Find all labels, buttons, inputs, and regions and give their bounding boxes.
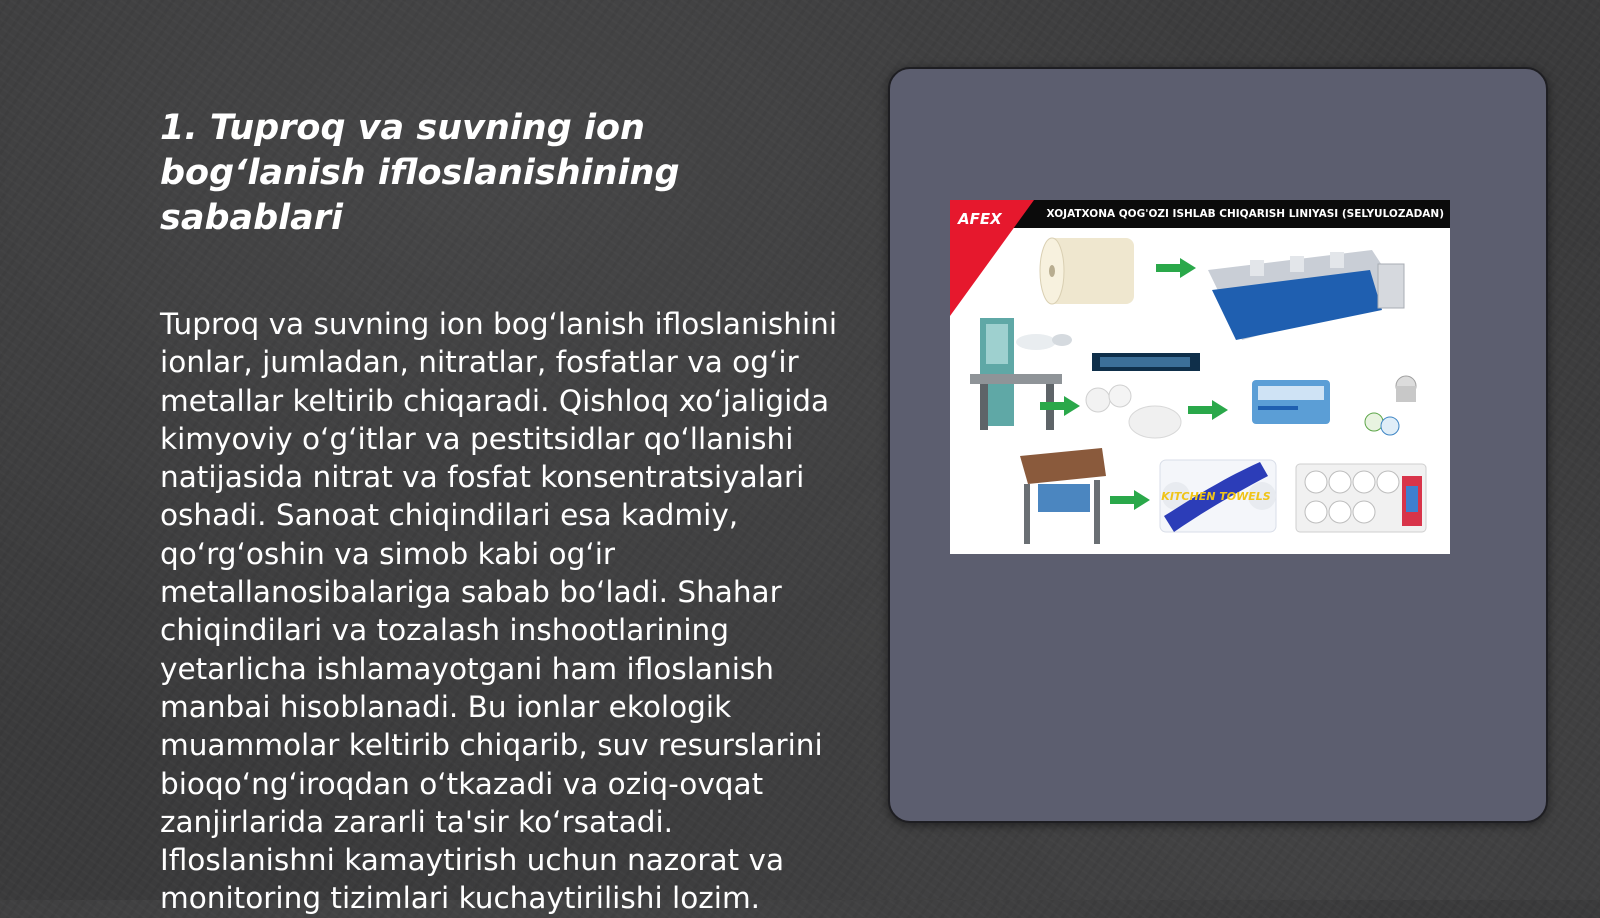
arrow-icon	[1110, 490, 1150, 510]
paper-roll-icon	[1040, 238, 1134, 304]
arrow-icon	[1188, 400, 1228, 420]
image-caption: XOJATXONA QOG'OZI ISHLAB CHIQARISH LINIYASI (SELYULOZADAN)	[1046, 208, 1444, 220]
packing-machine-icon	[1252, 376, 1416, 435]
kitchen-towels-package-icon	[1160, 460, 1276, 532]
band-saw-icon	[970, 318, 1072, 430]
toilet-paper-pack-icon	[1296, 464, 1426, 532]
slide-title: 1. Tuproq va suvning ion bog‘lanish ifloslanishining sabablari	[160, 108, 680, 238]
rewinder-machine-icon	[1208, 250, 1404, 340]
slide-body-text: Tuproq va suvning ion bog‘lanish ifloslanishini ionlar, jumladan, nitratlar, fosfatlar va og‘ir metallar keltirib chiqaradi. Qishloq xo‘jaligida kimyoviy o‘g‘itlar va pestitsidlar qo‘llanishi natijasida nitrat va fosfat konsentratsiyalari oshadi. Sanoat chiqindilari esa kadmiy, qo‘rg‘oshin va simob kabi og‘ir metallanosibalariga sabab bo‘ladi. Shahar chiqindilari va tozalash inshootlarining yetarlicha ishlamayotgani ham ifloslanish manbai hisoblanadi. Bu ionlar ekologik muammolar keltirib chiqarib, suv resurslarini bioqo‘ng‘iroqdan o‘tkazadi va oziq-ovqat zanjirlarida zararli ta'sir ko‘rsatadi. Ifloslanishni kamaytirish uchun nazorat va monitoring tizimlari kuchaytirilishi lozim.	[160, 307, 838, 916]
paper-roll-icon	[1086, 385, 1181, 438]
package-label: KITCHEN TOWELS	[1161, 490, 1271, 503]
logo-text: AFEX	[958, 210, 1002, 228]
arrow-icon	[1156, 258, 1196, 278]
sealing-table-icon	[1020, 448, 1106, 544]
production-line-image	[950, 200, 1450, 554]
